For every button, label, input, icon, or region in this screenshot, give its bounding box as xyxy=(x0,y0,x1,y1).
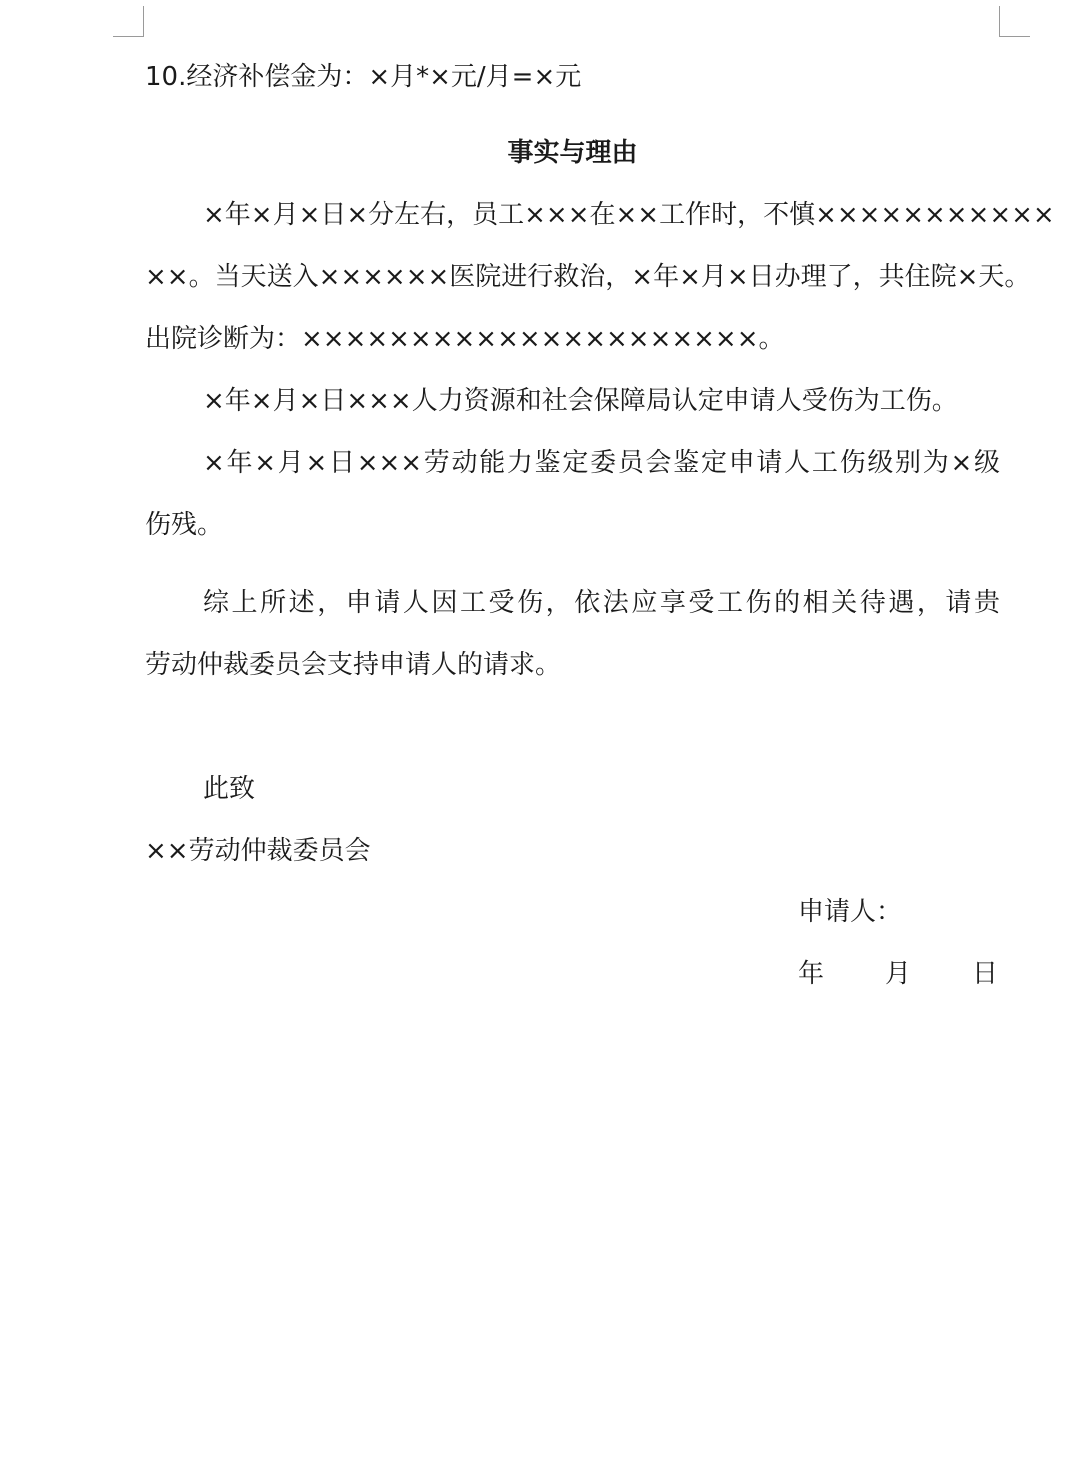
page-corner-mark-top-right xyxy=(999,6,1030,37)
date-row xyxy=(798,943,998,1005)
document-body xyxy=(145,46,1055,882)
facts-paragraph-3-line-2: 伤残。 xyxy=(145,510,224,540)
conclusion-paragraph-line-1: 综上所述，申请人因工受伤，依法应享受工伤的相关待遇，请贵 xyxy=(203,588,1000,618)
page-corner-mark-top-left xyxy=(113,6,144,37)
recipient: ××劳动仲裁委员会 xyxy=(145,836,371,866)
date-year-label: 年 xyxy=(798,959,825,989)
date-month-label: 月 xyxy=(884,959,911,989)
applicant-label: 申请人： xyxy=(798,897,903,927)
conclusion-paragraph-line-2: 劳动仲裁委员会支持申请人的请求。 xyxy=(145,650,562,680)
facts-paragraph-1-line-1: ×年×月×日×分左右，员工×××在××工作时，不慎××××××××××× xyxy=(203,200,1055,230)
facts-paragraph-1-line-2: ××。当天送入××××××医院进行救治，×年×月×日办理了，共住院×天。 xyxy=(145,262,1031,292)
date-day-label: 日 xyxy=(971,959,998,989)
signature-block xyxy=(798,881,1008,1005)
facts-paragraph-1-line-3: 出院诊断为：×××××××××××××××××××××。 xyxy=(145,324,785,354)
facts-paragraph-3-line-1: ×年×月×日×××劳动能力鉴定委员会鉴定申请人工伤级别为×级 xyxy=(203,448,1000,478)
salutation: 此致 xyxy=(203,774,256,804)
section-title: 事实与理由 xyxy=(507,138,638,168)
claim-item-10: 10.经济补偿金为：×月*×元/月=×元 xyxy=(145,62,582,92)
facts-paragraph-2: ×年×月×日×××人力资源和社会保障局认定申请人受伤为工伤。 xyxy=(203,386,958,416)
